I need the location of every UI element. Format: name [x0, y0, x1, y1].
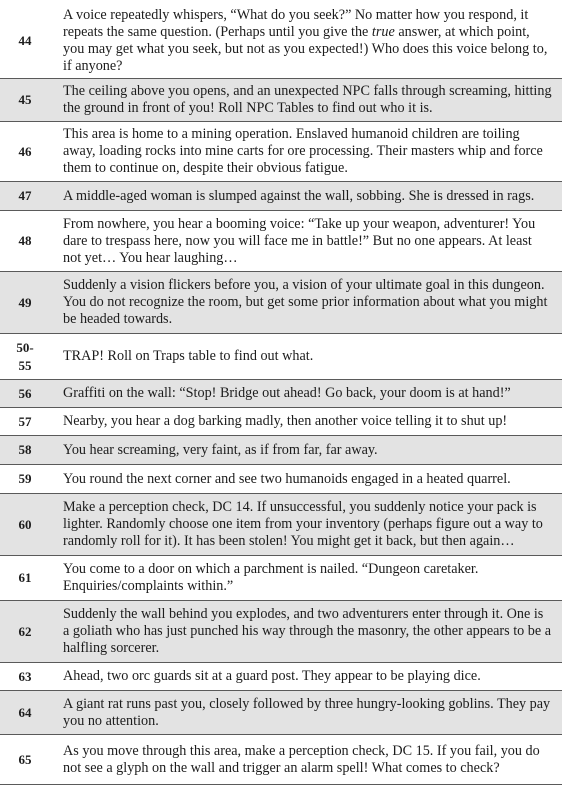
description-text: You hear screaming, very faint, as if from far, far away.: [63, 441, 378, 458]
encounter-description: [50, 471, 562, 488]
description-text: A middle-aged woman is slumped against the wall, sobbing. She is dressed in rags.: [63, 187, 535, 204]
table-row: [0, 211, 562, 272]
table-row: [0, 334, 562, 380]
encounter-description: [50, 277, 562, 328]
roll-number: 46: [18, 143, 32, 159]
roll-number: 49: [18, 294, 32, 310]
description-text: A giant rat runs past you, closely followed by three hungry-looking goblins. They pay you no attention.: [63, 695, 551, 729]
roll-number: 44: [18, 33, 32, 48]
roll-number: 63: [18, 668, 32, 684]
emphasis-text: true: [371, 24, 395, 40]
encounter-description: [50, 499, 562, 550]
description-text: As you move through this area, make a perception check, DC 15. If you fail, you do not see a glyph on the wall and trigger an alarm spell! What comes to check?: [63, 742, 540, 776]
encounter-description: [50, 7, 562, 75]
encounter-description: [50, 413, 562, 430]
description-text: You come to a door on which a parchment is nailed. “Dungeon caretaker. Enquiries/complaints within.”: [63, 561, 479, 594]
encounter-description: [50, 668, 562, 685]
description-text: Ahead, two orc guards sit at a guard post. They appear to be playing dice.: [63, 668, 481, 684]
description-text: Nearby, you hear a dog barking madly, then another voice telling it to shut up!: [63, 413, 508, 429]
roll-number: 56: [18, 385, 32, 401]
roll-number: 57: [18, 413, 32, 429]
table-row: [0, 79, 562, 122]
description-text: You round the next corner and see two humanoids engaged in a heated quarrel.: [63, 470, 511, 487]
table-row: [0, 272, 562, 334]
table-row: [0, 494, 562, 556]
table-row: [0, 182, 562, 211]
description-text: answer, at which point, you may get what you seek, but not as you expected!) Who does this voice belong to, if anyone?: [63, 24, 548, 74]
roll-number: 61: [18, 570, 32, 585]
roll-number: 65: [18, 751, 32, 767]
description-text: Suddenly the wall behind you explodes, and two adventurers enter through it. One is a goliath who has just punched his way through the masonry, the other appears to be a halfling sorcerer.: [63, 606, 552, 656]
roll-number: 62: [18, 623, 32, 639]
roll-number: 45: [18, 92, 32, 107]
table-row: [0, 556, 562, 601]
roll-number: 50- 55: [16, 339, 34, 373]
description-text: A voice repeatedly whispers, “What do you seek?” No matter how you respond, it repeats the same question. (Perhaps until you give the: [63, 7, 529, 40]
roll-number: 58: [18, 442, 32, 457]
table-row: [0, 408, 562, 436]
roll-number: 60: [18, 516, 32, 532]
table-row: [0, 465, 562, 494]
encounter-description: [50, 743, 562, 777]
table-row: [0, 122, 562, 182]
encounter-description: [50, 126, 562, 177]
table-row: [0, 691, 562, 735]
roll-number: 48: [18, 233, 32, 248]
encounter-description: [50, 83, 562, 117]
description-text: Suddenly a vision flickers before you, a vision of your ultimate goal in this dungeon. You do not recognize the room, but get some prior information about what you might be headed towards.: [63, 277, 548, 327]
table-row: [0, 380, 562, 408]
description-text: Graffiti on the wall: “Stop! Bridge out ahead! Go back, your doom is at hand!”: [63, 385, 511, 401]
encounter-description: [50, 385, 562, 402]
table-row: [0, 4, 562, 79]
encounter-description: [50, 348, 562, 365]
encounter-description: [50, 606, 562, 657]
encounter-description: [50, 696, 562, 730]
roll-number: 64: [18, 704, 32, 720]
description-text: Make a perception check, DC 14. If unsuccessful, you suddenly notice your pack is lighter. Randomly choose one item from your inventory (perhaps figure out a way to randomly roll for it). It has been stolen! You might get it back, but then again…: [63, 499, 543, 549]
roll-number: 47: [18, 188, 32, 203]
table-row: [0, 735, 562, 785]
roll-number: 59: [18, 471, 32, 486]
encounter-description: [50, 442, 562, 459]
table-row: [0, 601, 562, 663]
description-text: The ceiling above you opens, and an unexpected NPC falls through screaming, hitting the ground in front of you! Roll NPC Tables to find out who it is.: [63, 83, 552, 116]
encounter-description: [50, 561, 562, 595]
encounter-description: [50, 216, 562, 267]
description-text: This area is home to a mining operation. Enslaved humanoid children are toiling away, loading rocks into mine carts for ore processing. Their masters whip and force them to continue on, despite their obvious fatigue.: [63, 126, 543, 176]
table-row: [0, 663, 562, 691]
description-text: From nowhere, you hear a booming voice: “Take up your weapon, adventurer! You dare to trespass here, now you will face me in battle!” But no one appears. At least not yet… You hear laughing…: [63, 215, 536, 266]
description-text: TRAP! Roll on Traps table to find out what.: [63, 348, 314, 364]
table-row: [0, 436, 562, 465]
encounter-description: [50, 188, 562, 205]
